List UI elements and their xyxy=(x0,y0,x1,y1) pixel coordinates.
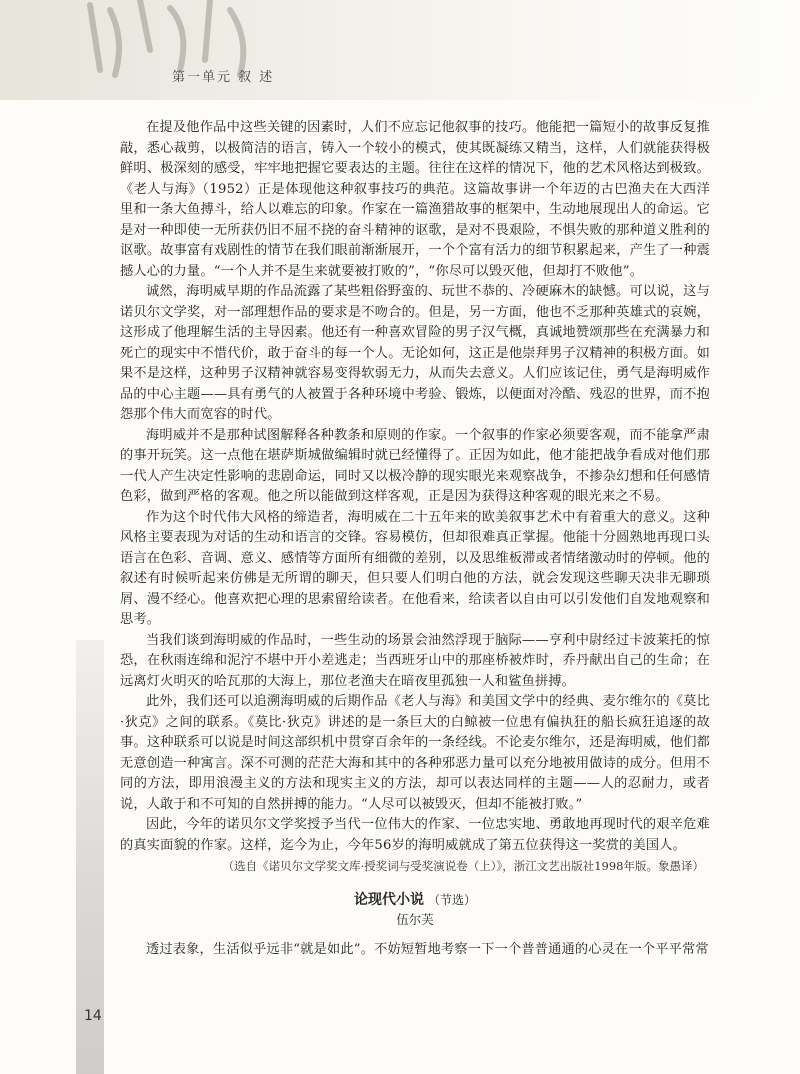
paragraph: 在提及他作品中这些关键的因素时，人们不应忘记他叙事的技巧。他能把一篇短小的故事反复推敲，悉心裁剪，以极简洁的语言，铸入一个较小的模式，使其既凝练又精当，这样，人们就能获得极鲜明、极深刻的感受，牢牢地把握它要表达的主题。往往在这样的情况下，他的艺术风格达到极致。《老人与海》（1952）正是体现他这种叙事技巧的典范。这篇故事讲一个年迈的古巴渔夫在大西洋里和一条大鱼搏斗，给人以难忘的印象。作家在一篇渔猎故事的框架中，生动地展现出人的命运。它是对一种即使一无所获仍旧不屈不挠的奋斗精神的讴歌，是对不畏艰险，不惧失败的那种道义胜利的讴歌。故事富有戏剧性的情节在我们眼前渐渐展开，一个个富有活力的细节积累起来，产生了一种震撼人心的力量。“一个人并不是生来就要被打败的”，“你尽可以毁灭他，但却打不败他”。 xyxy=(120,120,710,279)
paragraph: 因此，今年的诺贝尔文学奖授予当代一位伟大的作家、一位忠实地、勇敢地再现时代的艰辛危难的真实面貌的作家。这样，迄今为止，今年56岁的海明威就成了第五位获得这一奖赏的美国人。 xyxy=(120,817,710,853)
paragraph: 当我们谈到海明威的作品时，一些生动的场景会油然浮现于脑际——亨利中尉经过卡波莱托的惊恐，在秋雨连绵和泥泞不堪中开小差逃走；当西班牙山中的那座桥被炸时，乔丹献出自己的生命；在远离灯火明灭的哈瓦那的大海上，那位老渔夫在暗夜里孤独一人和鲨鱼拼搏。 xyxy=(120,632,710,689)
source-note: （选自《诺贝尔文学奖文库·授奖词与受奖演说卷（上）》，浙江文艺出版社1998年版。象愚译） xyxy=(222,859,704,873)
unit-title: 第一单元 叙 述 xyxy=(172,70,275,85)
paragraph: 透过表象，生活似乎远非“就是如此”。不妨短暂地考察一下一个普普通通的心灵在一个平平常常 xyxy=(146,942,709,957)
section-title xyxy=(120,890,710,910)
paragraph: 海明威并不是那种试图解释各种教条和原则的作家。一个叙事的作家必须要客观，而不能拿严肃的事开玩笑。这一点他在堪萨斯城做编辑时就已经懂得了。正因为如此，他才能把战争看成对他们那一代人产生决定性影响的悲剧命运，同时又以极冷静的现实眼光来观察战争，不掺杂幻想和任何感情色彩，做到严格的客观。他之所以能做到这样客观，正是因为获得这种客观的眼光来之不易。 xyxy=(120,427,710,504)
section-title-text: 论现代小说 xyxy=(353,892,424,908)
page-number: 14 xyxy=(84,1008,102,1024)
article-body xyxy=(120,118,710,961)
paragraph: 诚然，海明威早期的作品流露了某些粗俗野蛮的、玩世不恭的、冷硬麻木的缺憾。可以说，这与诺贝尔文学奖，对一部理想作品的要求是不吻合的。但是，另一方面，他也不乏那种英雄式的哀婉，这形成了他理解生活的主导因素。他还有一种喜欢冒险的男子汉气概，真诚地赞颂那些在充满暴力和死亡的现实中不惜代价，敢于奋斗的每一个人。无论如何，这正是他崇拜男子汉精神的积极方面。如果不是这样，这种男子汉精神就容易变得软弱无力，从而失去意义。人们应该记住，勇气是海明威作品的中心主题——具有勇气的人被置于各种环境中考验、锻炼，以便面对冷酷、残忍的世界，而不抱怨那个伟大而宽容的时代。 xyxy=(120,284,710,422)
paragraph: 作为这个时代伟大风格的缔造者，海明威在二十五年来的欧美叙事艺术中有着重大的意义。这种风格主要表现为对话的生动和语言的交锋。容易模仿，但却很难真正掌握。他能十分圆熟地再现口头语言在色彩、音调、意义、感情等方面所有细微的差别，以及思维板滞或者情绪激动时的停顿。他的叙述有时候听起来仿佛是无所谓的聊天，但只要人们明白他的方法，就会发现这些聊天决非无聊琐屑、漫不经心。他喜欢把心理的思索留给读者。在他看来，给读者以自由可以引发他们自发地观察和思考。 xyxy=(120,509,710,627)
section-subtitle: （节选） xyxy=(427,893,476,907)
section-author: 伍尔芙 xyxy=(396,912,434,927)
paragraph: 此外，我们还可以追溯海明威的后期作品《老人与海》和美国文学中的经典、麦尔维尔的《莫比·狄克》之间的联系。《莫比·狄克》讲述的是一条巨大的白鲸被一位患有偏执狂的船长疯狂追逐的故事。这种联系可以说是时间这部织机中贯穿百余年的一条经线。不论麦尔维尔，还是海明威，他们都无意创造一种寓言。深不可测的茫茫大海和其中的各种邪恶力量可以充分地被用做诗的成分。但用不同的方法，即用浪漫主义的方法和现实主义的方法，却可以表达同样的主题——人的忍耐力，或者说，人敢于和不可知的自然拼搏的能力。“人尽可以被毁灭，但却不能被打败。” xyxy=(120,694,710,812)
